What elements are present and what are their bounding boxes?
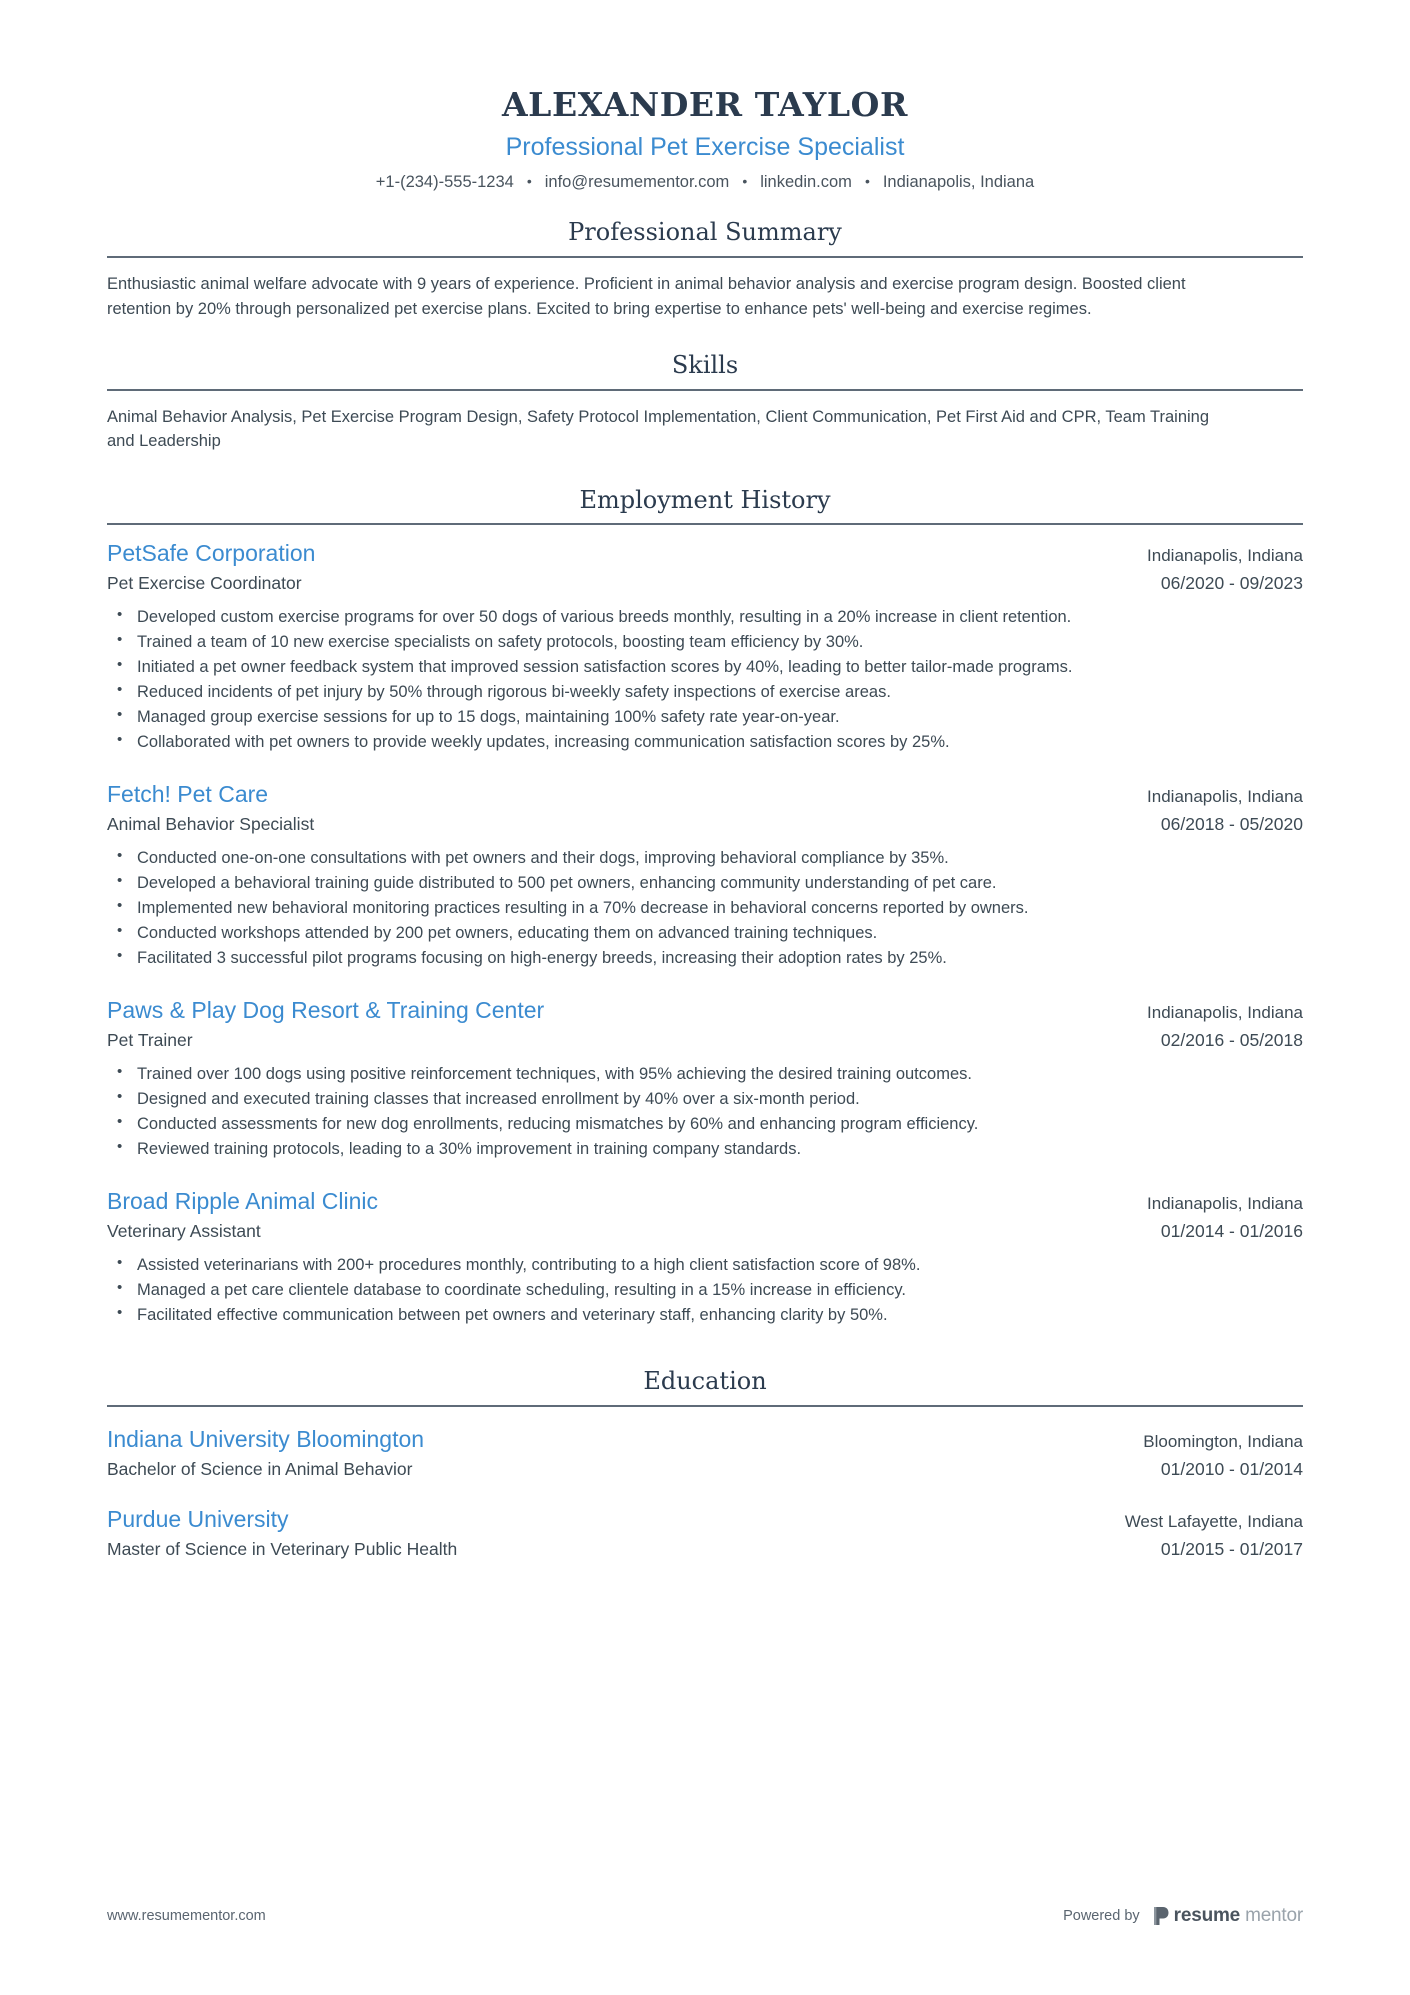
footer-website[interactable]: www.resumementor.com — [107, 1908, 266, 1924]
brand-text-light: mentor — [1245, 1905, 1303, 1926]
powered-by-block — [1063, 1905, 1303, 1927]
job-bullet: • Managed a pet care clientele database to coordinate scheduling, resulting in a 15% increase in efficiency. — [107, 1278, 1287, 1302]
degree-name: Bachelor of Science in Animal Behavior — [107, 1458, 413, 1479]
job-dates: 01/2014 - 01/2016 — [1160, 1221, 1303, 1242]
job-role: Veterinary Assistant — [107, 1221, 261, 1242]
section-title-skills: Skills — [671, 351, 739, 379]
brand-text-strong: resume — [1173, 1905, 1241, 1926]
employment-entry — [107, 780, 1303, 970]
employer-location: Indianapolis, Indiana — [1147, 787, 1303, 807]
section-title-employment: Employment History — [579, 485, 831, 514]
contact-line — [107, 173, 1303, 192]
resume-header — [107, 0, 1303, 192]
job-bullet: • Managed group exercise sessions for up to 15 dogs, maintaining 100% safety rate year-on-year. — [107, 705, 1287, 729]
section-title-education: Education — [643, 1366, 767, 1395]
school-location: West Lafayette, Indiana — [1124, 1512, 1303, 1532]
employment-entry-subheader — [107, 569, 1303, 596]
employer-location: Indianapolis, Indiana — [1147, 1194, 1303, 1214]
section-divider — [107, 1405, 1303, 1407]
employment-entry-subheader — [107, 1026, 1303, 1053]
degree-dates: 01/2010 - 01/2014 — [1160, 1458, 1303, 1479]
education-entry — [107, 1425, 1303, 1482]
job-bullet-list — [107, 846, 1303, 970]
job-bullet: • Conducted workshops attended by 200 pet owners, educating them on advanced training techniques. — [107, 921, 1287, 945]
job-bullet-list — [107, 1253, 1303, 1327]
section-title-summary: Professional Summary — [568, 218, 842, 247]
employer-location: Indianapolis, Indiana — [1147, 546, 1303, 566]
job-dates: 06/2020 - 09/2023 — [1160, 573, 1303, 594]
job-dates: 02/2016 - 05/2018 — [1160, 1030, 1303, 1051]
skills-text: Animal Behavior Analysis, Pet Exercise Program Design, Safety Protocol Implementation, Client Communication, Pet First Aid and CPR, Team Training and Leadership — [107, 407, 1210, 451]
job-bullet: • Implemented new behavioral monitoring practices resulting in a 70% decrease in behavioral concerns reported by owners. — [107, 896, 1287, 920]
employer-name: PetSafe Corporation — [107, 540, 316, 567]
degree-name: Master of Science in Veterinary Public Health — [107, 1539, 458, 1560]
education-entry-header — [107, 1425, 1303, 1455]
employment-entry — [107, 996, 1303, 1161]
bullet-separator-icon: • — [742, 172, 748, 189]
job-dates: 06/2018 - 05/2020 — [1160, 814, 1303, 835]
section-employment-history — [107, 486, 1303, 1327]
candidate-job-title: Professional Pet Exercise Specialist — [505, 132, 905, 161]
employment-entry-subheader — [107, 810, 1303, 837]
school-name: Indiana University Bloomington — [107, 1425, 425, 1452]
job-bullet-list — [107, 605, 1303, 754]
contact-phone: +1-(234)-555-1234 — [375, 173, 514, 192]
contact-linkedin[interactable]: linkedin.com — [760, 173, 852, 192]
job-bullet: • Facilitated 3 successful pilot programs focusing on high-energy breeds, increasing their adoption rates by 25%. — [107, 946, 1287, 970]
page-footer — [107, 1905, 1303, 1927]
job-role: Pet Exercise Coordinator — [107, 573, 302, 594]
job-bullet: • Facilitated effective communication between pet owners and veterinary staff, enhancing clarity by 50%. — [107, 1303, 1287, 1327]
summary-body — [107, 272, 1303, 321]
section-divider — [107, 389, 1303, 391]
education-entry-subheader — [107, 1455, 1303, 1482]
bullet-separator-icon: • — [864, 172, 870, 189]
employer-name: Paws & Play Dog Resort & Training Center — [107, 997, 545, 1024]
employer-location: Indianapolis, Indiana — [1147, 1003, 1303, 1023]
employment-entry-header — [107, 1187, 1303, 1217]
resumementor-logo — [1154, 1905, 1303, 1927]
section-divider — [107, 523, 1303, 525]
employer-name: Fetch! Pet Care — [107, 781, 269, 808]
job-bullet: • Reduced incidents of pet injury by 50% through rigorous bi-weekly safety inspections of exercise areas. — [107, 680, 1287, 704]
employment-entry — [107, 1187, 1303, 1327]
resume-content — [107, 0, 1303, 1562]
employer-name: Broad Ripple Animal Clinic — [107, 1188, 379, 1215]
job-bullet: • Assisted veterinarians with 200+ procedures monthly, contributing to a high client satisfaction score of 98%. — [107, 1253, 1287, 1277]
contact-email[interactable]: info@resumementor.com — [544, 173, 730, 192]
education-entry-header — [107, 1505, 1303, 1535]
job-bullet: • Conducted assessments for new dog enrollments, reducing mismatches by 60% and enhancing program efficiency. — [107, 1112, 1287, 1136]
skills-body — [107, 405, 1303, 454]
job-bullet: • Trained over 100 dogs using positive reinforcement techniques, with 95% achieving the desired training outcomes. — [107, 1062, 1287, 1086]
job-bullet: • Initiated a pet owner feedback system that improved session satisfaction scores by 40%, leading to better tailor-made programs. — [107, 655, 1287, 679]
job-role: Pet Trainer — [107, 1030, 193, 1051]
powered-by-label: Powered by — [1063, 1908, 1140, 1924]
job-role: Animal Behavior Specialist — [107, 814, 315, 835]
job-bullet: • Designed and executed training classes that increased enrollment by 40% over a six-month period. — [107, 1087, 1287, 1111]
resumementor-mark-icon — [1154, 1906, 1169, 1926]
job-bullet: • Trained a team of 10 new exercise specialists on safety protocols, boosting team efficiency by 30%. — [107, 630, 1287, 654]
employment-entry-header — [107, 996, 1303, 1026]
school-name: Purdue University — [107, 1506, 289, 1533]
job-bullet: • Developed custom exercise programs for over 50 dogs of various breeds monthly, resulting in a 20% increase in client retention. — [107, 605, 1287, 629]
employment-entry-subheader — [107, 1217, 1303, 1244]
job-bullet: • Conducted one-on-one consultations with pet owners and their dogs, improving behavioral compliance by 35%. — [107, 846, 1287, 870]
bullet-separator-icon: • — [526, 172, 532, 189]
employment-entry-header — [107, 539, 1303, 569]
summary-text: Enthusiastic animal welfare advocate with 9 years of experience. Proficient in animal behavior analysis and exercise program design. Boosted client retention by 20% through personalized pet exercise plans. Excited to bring expertise to enhance pets' well-being and exercise regimes. — [107, 275, 1186, 318]
school-location: Bloomington, Indiana — [1143, 1431, 1303, 1451]
job-bullet: • Collaborated with pet owners to provide weekly updates, increasing communication satisfaction scores by 25%. — [107, 730, 1287, 754]
section-professional-summary — [107, 218, 1303, 321]
section-education — [107, 1367, 1303, 1562]
job-bullet-list — [107, 1062, 1303, 1161]
education-entry — [107, 1505, 1303, 1562]
contact-location: Indianapolis, Indiana — [882, 173, 1035, 192]
job-bullet: • Reviewed training protocols, leading to a 30% improvement in training company standards. — [107, 1137, 1287, 1161]
job-bullet: • Developed a behavioral training guide distributed to 500 pet owners, enhancing community understanding of pet care. — [107, 871, 1287, 895]
degree-dates: 01/2015 - 01/2017 — [1160, 1539, 1303, 1560]
section-divider — [107, 256, 1303, 258]
employment-entry — [107, 539, 1303, 754]
employment-entry-header — [107, 780, 1303, 810]
section-skills — [107, 351, 1303, 454]
education-entry-subheader — [107, 1535, 1303, 1562]
candidate-name: ALEXANDER TAYLOR — [501, 85, 909, 124]
